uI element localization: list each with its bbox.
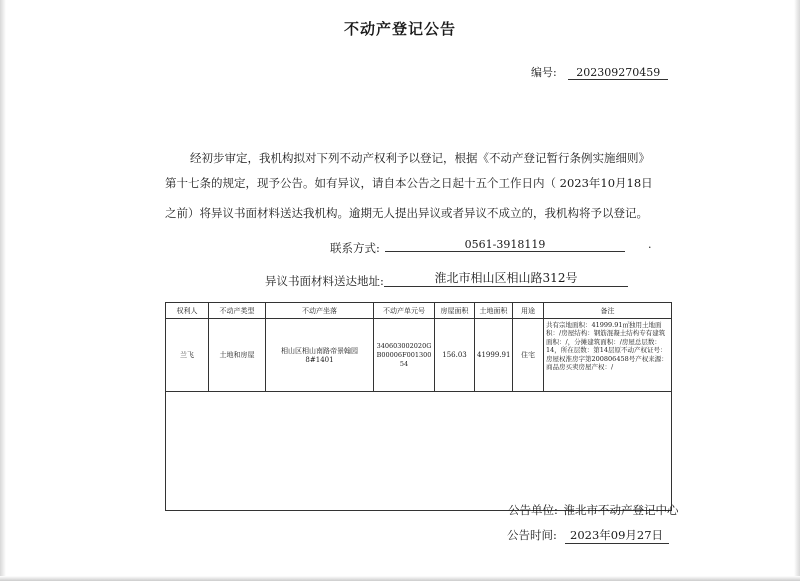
- issuer: [508, 502, 679, 518]
- serial-value: 202309270459: [568, 66, 668, 80]
- header-holder: 权利人: [166, 303, 209, 319]
- contact-phone: 0561-3918119: [385, 238, 625, 252]
- registration-table: [165, 302, 672, 511]
- cell-usage: 住宅: [513, 319, 544, 392]
- body-line-3: 之前）将异议书面材料送达我机构。逾期无人提出异议或者异议不成立的，我机构将予以登记。: [165, 206, 648, 220]
- notice-title: 不动产登记公告: [343, 20, 456, 38]
- header-land-area: 土地面积: [475, 303, 513, 319]
- issue-date: [507, 527, 669, 544]
- header-unit-no: 不动产单元号: [374, 303, 435, 319]
- header-house-area: 房屋面积: [435, 303, 475, 319]
- cell-house-area: 156.03: [435, 319, 475, 392]
- body-line-1: 经初步审定，我机构拟对下列不动产权利予以登记，根据《不动产登记暂行条例实施细则》: [190, 151, 650, 165]
- table-header-row: [166, 303, 672, 319]
- cell-location: 相山区相山南路帝景翰园8#1401: [266, 319, 374, 392]
- contact-info: [330, 238, 546, 256]
- issue-date-label: 公告时间:: [507, 528, 557, 542]
- cell-type: 土地和房屋: [209, 319, 266, 392]
- contact-label: 联系方式:: [330, 241, 380, 255]
- serial-number: [531, 64, 668, 80]
- header-location: 不动产坐落: [266, 303, 374, 319]
- issuer-label: 公告单位:: [508, 503, 558, 517]
- issuer-value: 淮北市不动产登记中心: [563, 503, 679, 517]
- scan-shadow-right: [794, 0, 800, 581]
- header-type: 不动产类型: [209, 303, 266, 319]
- objection-address-label: 异议书面材料送达地址:: [265, 274, 384, 288]
- cell-unit-no: 340603002020GB00006F00130054: [374, 319, 435, 392]
- issue-date-value: 2023年09月27日: [565, 527, 669, 544]
- cell-holder: 兰飞: [166, 319, 209, 392]
- header-note: 备注: [544, 303, 672, 319]
- cell-note: 共有宗地面积：41999.91㎡独用土地面积：/房屋结构：钢筋混凝土结构专有建筑面积：/，分摊建筑面积：/房屋总层数：14，所在层数：第14层原不动产权证号：房屋权淮房字第200806458号产权来源：商品房买卖房屋产权：/: [544, 319, 672, 392]
- table-blank-area: [166, 392, 672, 511]
- blank-cell: [166, 392, 672, 511]
- body-line-2: 第十七条的规定，现予公告。如有异议，请自本公告之日起十五个工作日内（ 2023年10月18日: [165, 176, 653, 190]
- scan-shadow-left: [0, 0, 6, 581]
- contact-trailing-mark: .: [648, 238, 652, 251]
- header-usage: 用途: [513, 303, 544, 319]
- scan-shadow-bottom: [0, 576, 800, 581]
- objection-address: [265, 271, 578, 289]
- table-row: [166, 319, 672, 392]
- cell-land-area: 41999.91: [475, 319, 513, 392]
- serial-label: 编号:: [531, 66, 557, 79]
- objection-address-value: 淮北市相山区相山路312号: [384, 269, 628, 287]
